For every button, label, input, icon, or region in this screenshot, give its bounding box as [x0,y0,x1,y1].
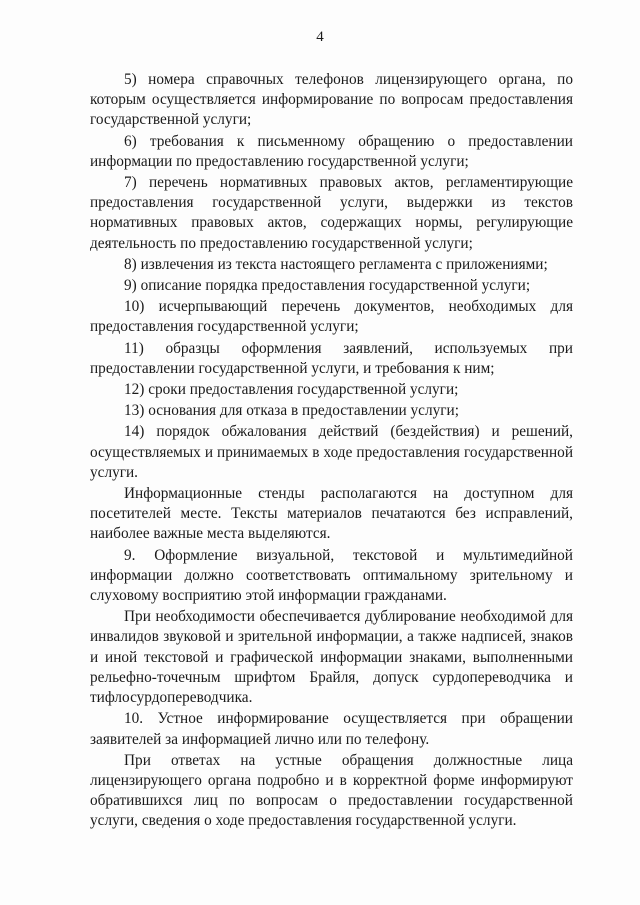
paragraph: 14) порядок обжалования действий (бездействия) и решений, осуществляемых и принимаемых в ходе предоставления государственной услуги. [90,423,573,481]
paragraph: 13) основания для отказа в предоставлении услуги; [124,402,459,420]
paragraph: 9. Оформление визуальной, текстовой и мультимедийной информации должно соответствовать оптимальному зрительному и слуховому восприятию этой информации гражданами. [90,546,573,605]
paragraph: 7) перечень нормативных правовых актов, регламентирующие предоставления государственной услуги, выдержки из текстов нормативных правовых актов, содержащих нормы, регулирующие деятельность по предоставлению государственной услуги; [90,174,573,252]
paragraph: 5) номера справочных телефонов лицензирующего органа, по которым осуществляется информирование по вопросам предоставления государственной услуги; [90,71,573,129]
paragraph: При ответах на устные обращения должностные лица лицензирующего органа подробно и в корректной форме информируют обратившихся лиц по вопросам о предоставлении государственной услуги, сведения о ходе предоставления государственной услуги. [90,751,573,830]
paragraph: 6) требования к письменному обращению о предоставлении информации по предоставлению государственной услуги; [90,132,573,170]
paragraph: 10) исчерпывающий перечень документов, необходимых для предоставления государственной услуги; [90,298,573,336]
document-body [90,70,573,832]
paragraph: 11) образцы оформления заявлений, используемых при предоставлении государственной услуги, и требования к ним; [90,339,573,377]
paragraph: 12) сроки предоставления государственной услуги; [124,381,459,399]
paragraph: 8) извлечения из текста настоящего регламента с приложениями; [124,255,548,273]
paragraph: При необходимости обеспечивается дублирование необходимой для инвалидов звуковой и зрительной информации, а также надписей, знаков и иной текстовой и графической информации знаками, выполненными рельефно-точечным шрифтом Брайля, допуск сурдопереводчика и тифлосурдопереводчика. [90,608,573,707]
paragraph: Информационные стенды располагаются на доступном для посетителей месте. Тексты материалов печатаются без исправлений, наиболее важные места выделяются. [90,485,573,543]
page-number: 4 [316,29,324,45]
paragraph: 10. Устное информирование осуществляется при обращении заявителей за информацией лично или по телефону. [90,710,573,748]
paragraph: 9) описание порядка предоставления государственной услуги; [124,277,531,295]
